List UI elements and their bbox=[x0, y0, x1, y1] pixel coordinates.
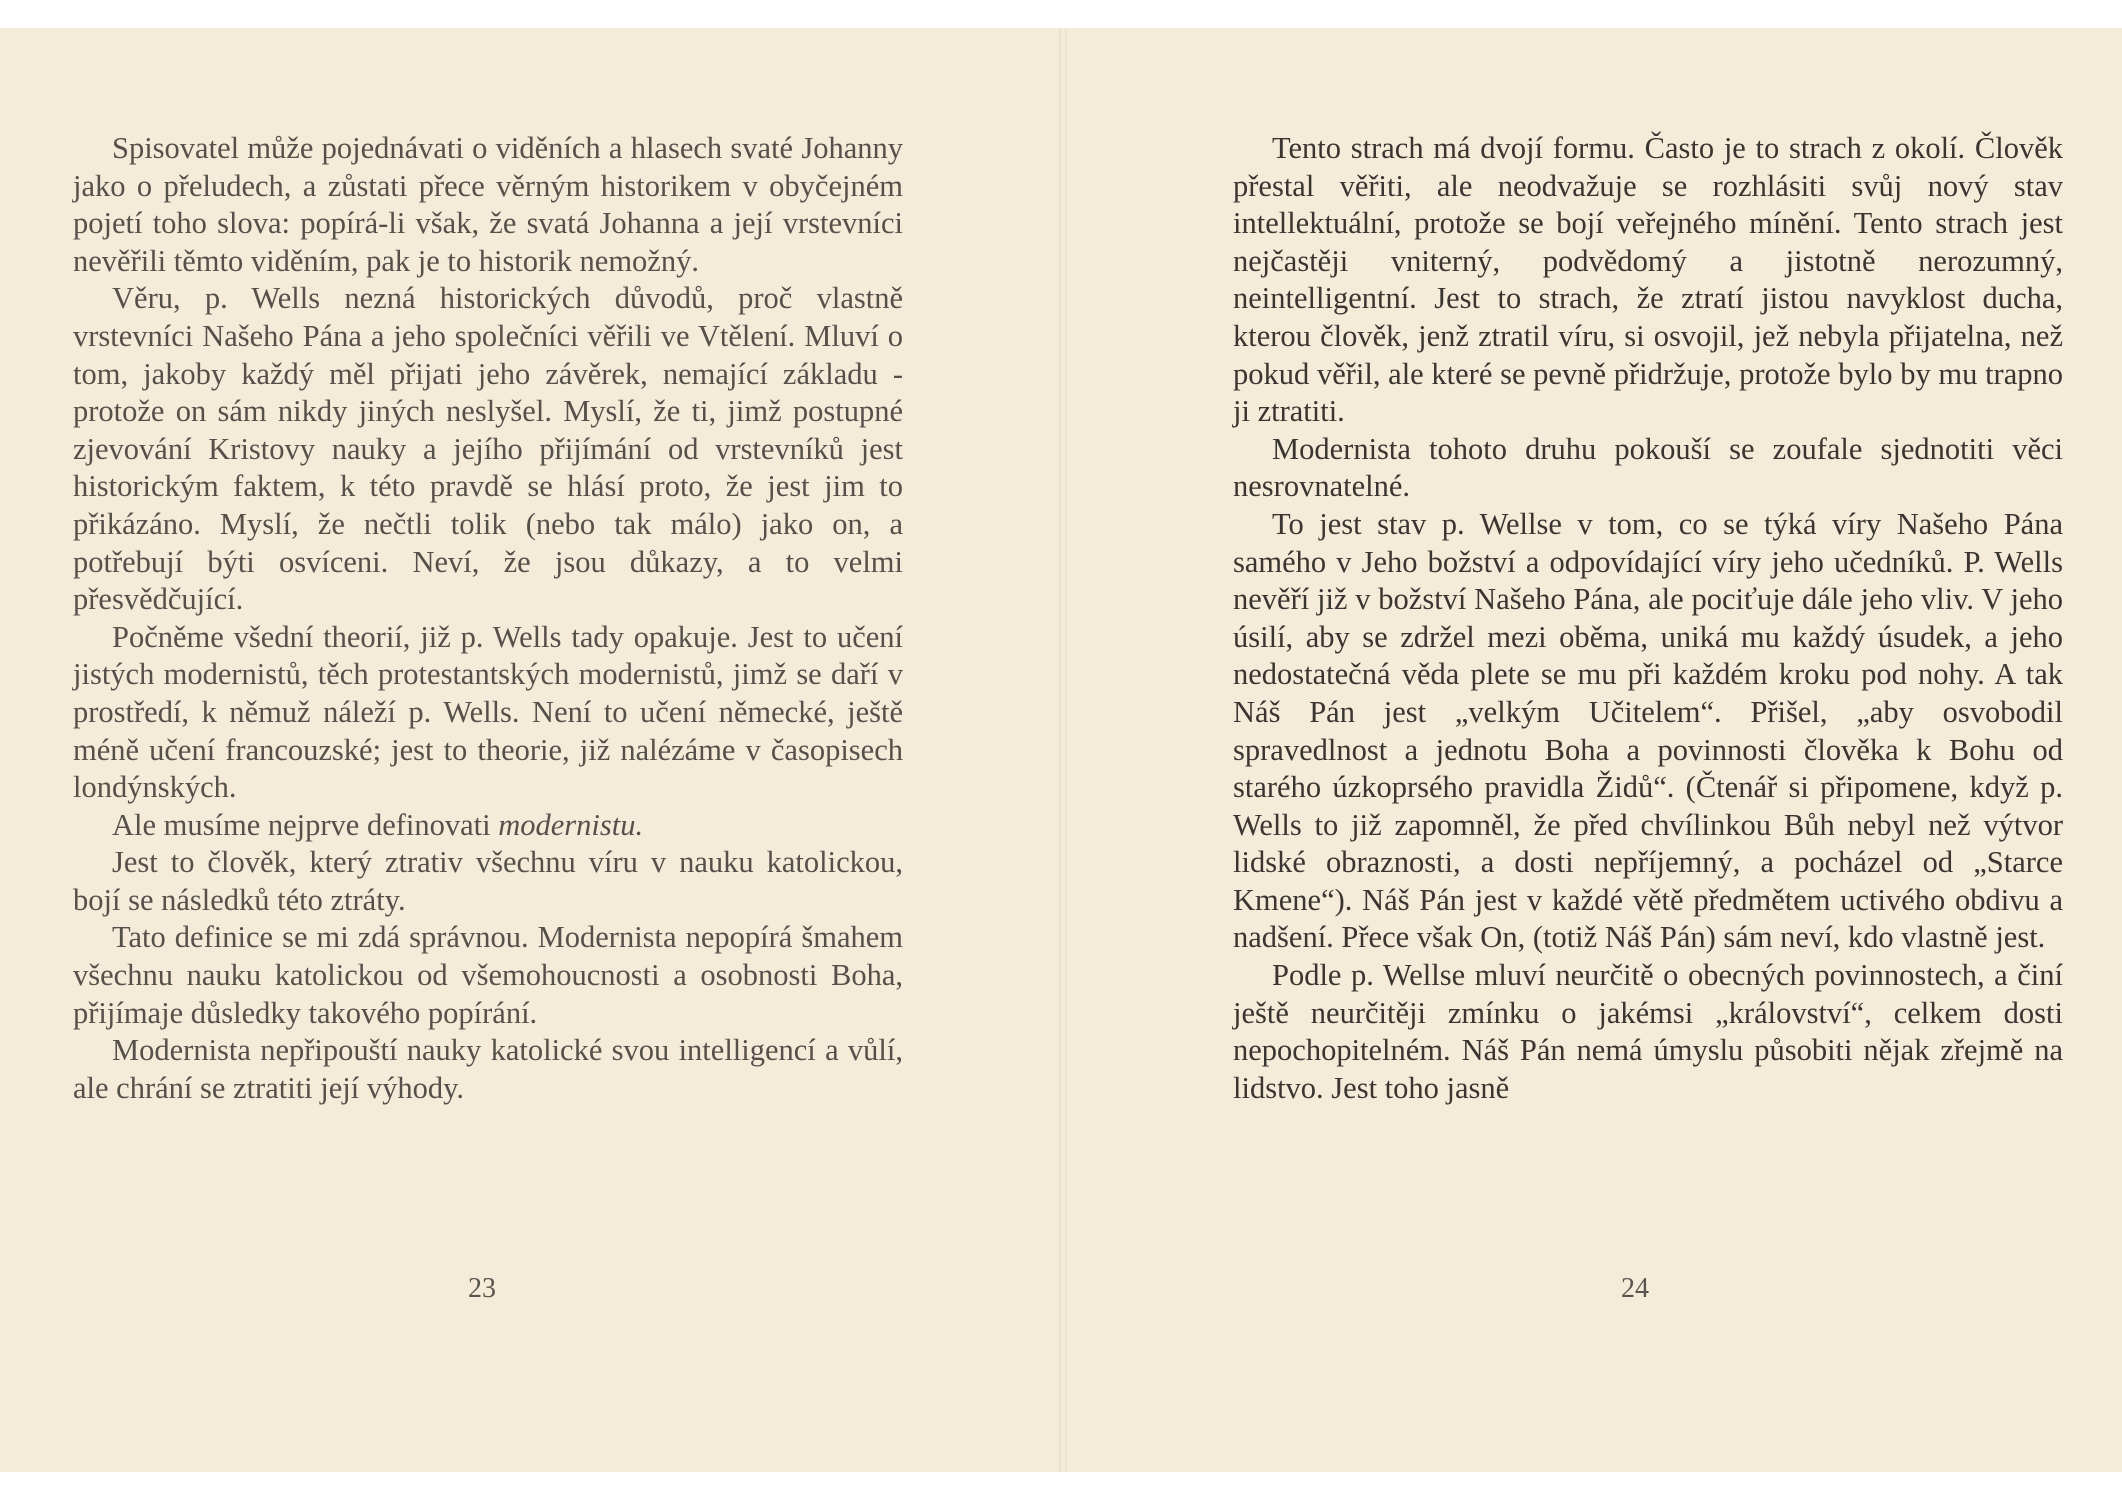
left-paragraph-7: Modernista nepřipouští nauky katolické svou intelligencí a vůlí, ale chrání se ztratiti její výhody. bbox=[73, 1033, 903, 1105]
right-paragraph-1: Tento strach má dvojí formu. Často je to strach z okolí. Člověk přestal věřiti, ale neodvažuje se rozhlásiti svůj nový stav intellektuální, protože se bojí veřejného mínění. Tento strach jest nejčastěji vniterný, podvědomý a jistotně nerozumný, neintelligentní. Jest to strach, že ztratí jistou navyklost ducha, kterou člověk, jenž ztratil víru, si osvojil, jež nebyla přijatelna, než pokud věřil, ale které se pevně přidržuje, protože bylo by mu trapno ji ztratiti. bbox=[1233, 131, 2063, 429]
left-paragraph-5: Jest to člověk, který ztrativ všechnu víru v nauku katolickou, bojí se následků této ztráty. bbox=[73, 845, 903, 917]
right-page bbox=[1067, 28, 2122, 1472]
left-paragraph-3: Počněme všední theorií, již p. Wells tady opakuje. Jest to učení jistých modernistů, těch protestantských modernistů, jimž se daří v prostředí, k němuž náleží p. Wells. Není to učení německé, ještě méně učení francouzské; jest to theorie, již nalézáme v časopisech londýnských. bbox=[73, 619, 903, 805]
right-page-text bbox=[1233, 130, 2063, 1107]
left-page-text bbox=[73, 130, 903, 1107]
left-paragraph-4-text: Ale musíme nejprve definovati bbox=[112, 807, 499, 842]
left-paragraph-1: Spisovatel může pojednávati o viděních a hlasech svaté Johanny jako o přeludech, a zůstati přece věrným historikem v obyčejném pojetí toho slova: popírá-li však, že svatá Johanna a její vrstevníci nevěřili těmto viděním, pak je to historik nemožný. bbox=[73, 131, 903, 278]
left-paragraph-4-italic: modernistu. bbox=[498, 807, 644, 842]
right-paragraph-4: Podle p. Wellse mluví neurčitě o obecných povinnostech, a činí ještě neurčitěji zmínku o jakémsi „království“, celkem dosti nepochopitelném. Náš Pán nemá úmyslu působiti nějak zřejmě na lidstvo. Jest toho jasně bbox=[1233, 958, 2063, 1105]
book-gutter bbox=[1059, 28, 1067, 1472]
left-paragraph-4 bbox=[73, 807, 903, 845]
left-page bbox=[0, 28, 1059, 1472]
right-page-number: 24 bbox=[1621, 1273, 1649, 1304]
left-paragraph-2: Věru, p. Wells nezná historických důvodů, proč vlastně vrstevníci Našeho Pána a jeho společníci věřili ve Vtělení. Mluví o tom, jakoby každý měl přijati jeho závěrek, nemající základu - protože on sám nikdy jiných neslyšel. Myslí, že ti, jimž postupné zjevování Kristovy nauky a jejího přijímání od vrstevníků jest historickým faktem, k této pravdě se hlásí proto, že jest jim to přikázáno. Myslí, že nečtli tolik (nebo tak málo) jako on, a potřebují býti osvíceni. Neví, že jsou důkazy, a to velmi přesvědčující. bbox=[73, 281, 903, 617]
right-paragraph-3: To jest stav p. Wellse v tom, co se týká víry Našeho Pána samého v Jeho božství a odpovídající víry jeho učedníků. P. Wells nevěří již v božství Našeho Pána, ale pociťuje dále jeho vliv. V jeho úsilí, aby se zdržel mezi oběma, uniká mu každý úsudek, a jeho nedostatečná věda plete se mu při každém kroku pod nohy. A tak Náš Pán jest „velkým Učitelem“. Přišel, „aby osvobodil spravedlnost a jednotu Boha a povinnosti člověka k Bohu od starého úzkoprsého pravidla Židů“. (Čtenář si připomene, když p. Wells to již zapomněl, že před chvílinkou Bůh nebyl než výtvor lidské obraznosti, a dosti nepříjemný, a pocházel od „Starce Kmene“). Náš Pán jest v každé větě předmětem uctivého obdivu a nadšení. Přece však On, (totiž Náš Pán) sám neví, kdo vlastně jest. bbox=[1233, 506, 2063, 955]
right-paragraph-2: Modernista tohoto druhu pokouší se zoufale sjednotiti věci nesrovnatelné. bbox=[1233, 431, 2063, 504]
book-spread bbox=[0, 28, 2122, 1472]
left-page-number: 23 bbox=[468, 1273, 496, 1304]
left-paragraph-6: Tato definice se mi zdá správnou. Modernista nepopírá šmahem všechnu nauku katolickou od všemohoucnosti a osobnosti Boha, přijímaje důsledky takového popírání. bbox=[73, 920, 903, 1030]
